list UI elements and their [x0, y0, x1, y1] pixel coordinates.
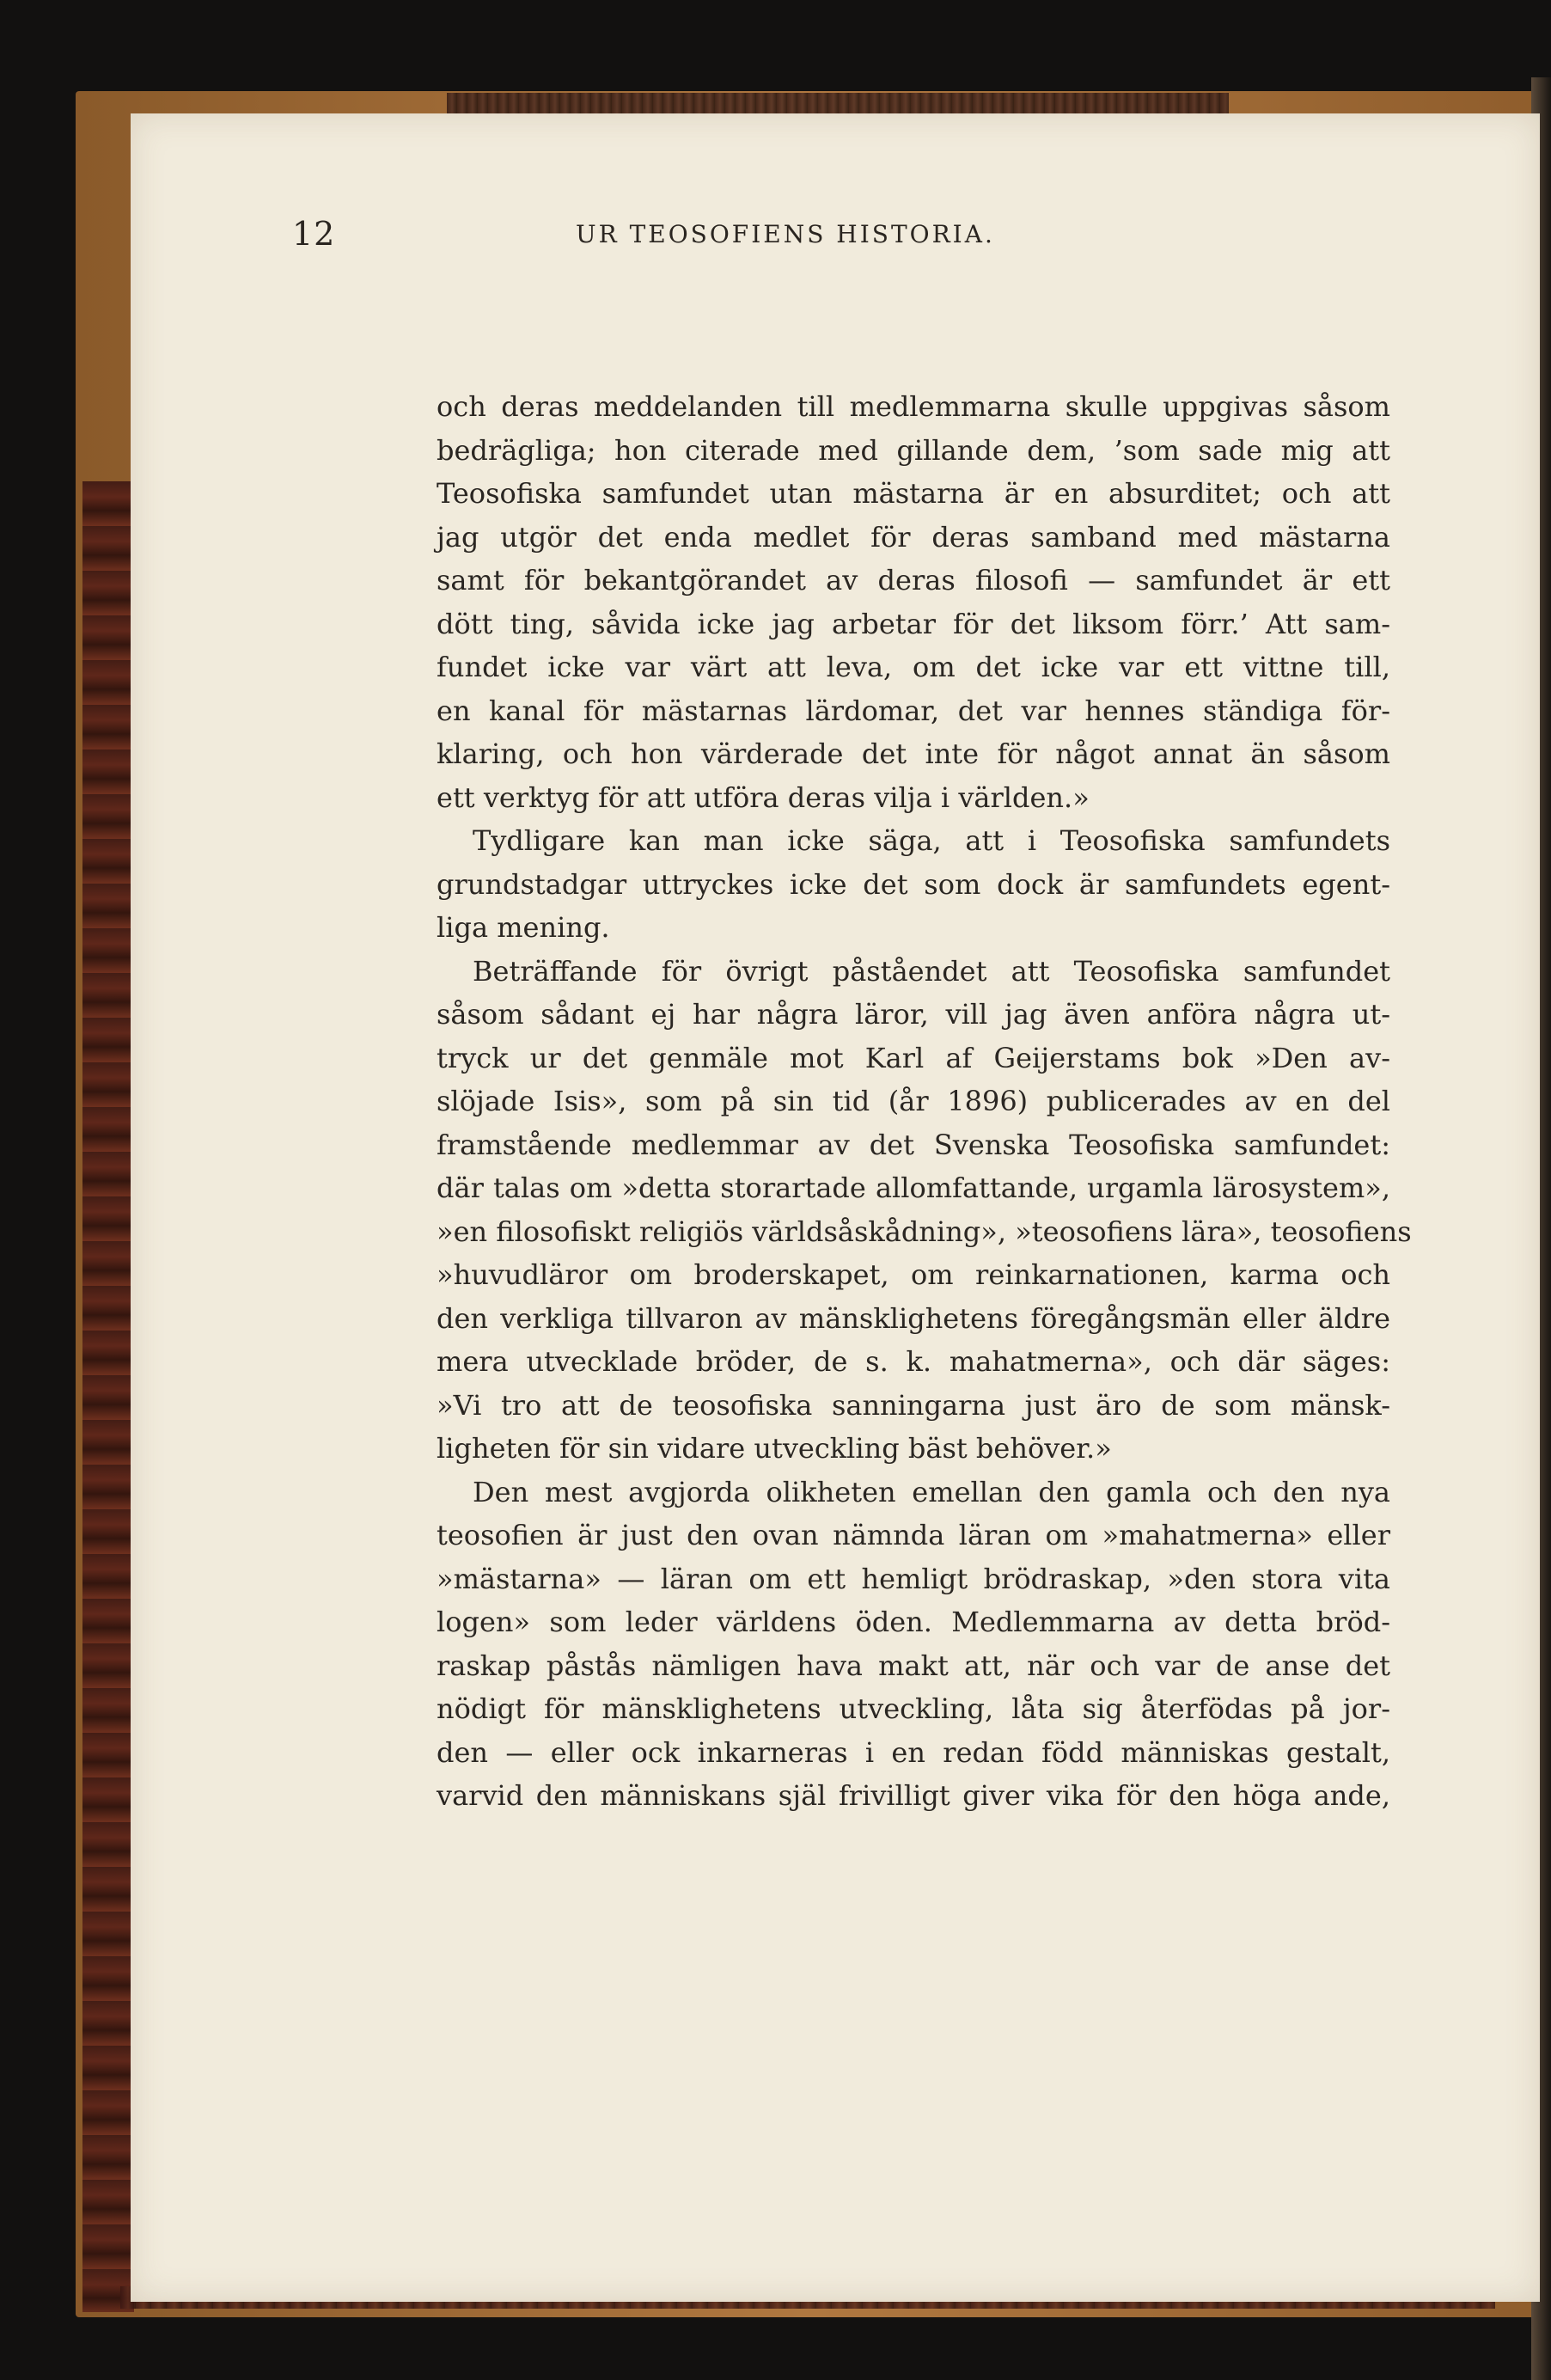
page-number: 12 — [292, 215, 336, 253]
running-title: UR TEOSOFIENS HISTORIA. — [576, 220, 995, 248]
text-line: dött ting, såvida icke jag arbetar för det liksom förr.’ Att sam- — [437, 607, 1390, 640]
text-line: ligheten för sin vidare utveckling bäst behöver.» — [437, 1432, 1112, 1465]
text-line: liga mening. — [437, 911, 610, 944]
text-line: ett verktyg för att utföra deras vilja i världen.» — [437, 780, 1090, 814]
text-line: varvid den människans själ frivilligt giver vika för den höga ande, — [437, 1779, 1390, 1812]
text-line: »huvudläror om broderskapet, om reinkarnationen, karma och — [437, 1258, 1390, 1291]
text-line: Tydligare kan man icke säga, att i Teosofiska samfundets — [473, 824, 1390, 857]
text-line: logen» som leder världens öden. Medlemmarna av detta bröd- — [437, 1606, 1390, 1638]
text-line: klaring, och hon värderade det inte för något annat än såsom — [437, 737, 1390, 770]
text-line: »Vi tro att de teosofiska sanningarna just äro de som mänsk- — [437, 1388, 1390, 1422]
text-line: tryck ur det genmäle mot Karl af Geijerstams bok »Den av- — [437, 1041, 1390, 1074]
text-line: fundet icke var värt att leva, om det icke var ett vittne till, — [437, 651, 1390, 683]
text-line: Den mest avgjorda olikheten emellan den gamla och den nya — [473, 1475, 1390, 1508]
text-line: den — eller ock inkarneras i en redan född människas gestalt, — [437, 1735, 1390, 1769]
text-line: jag utgör det enda medlet för deras samband med mästarna — [437, 520, 1390, 554]
text-line: framstående medlemmar av det Svenska Teosofiska samfundet: — [437, 1128, 1390, 1161]
running-head — [292, 215, 1151, 258]
text-line: »mästarna» — läran om ett hemligt brödraskap, »den stora vita — [437, 1562, 1390, 1595]
cover-top-band — [447, 93, 1229, 115]
text-line: samt för bekantgörandet av deras filosofi — samfundet är ett — [437, 564, 1390, 597]
text-line: »en filosofiskt religiös världsåskådning», »teosofiens lära», teosofiens — [437, 1214, 1412, 1248]
text-line: en kanal för mästarnas lärdomar, det var hennes ständiga för- — [437, 694, 1390, 727]
text-line: och deras meddelanden till medlemmarna skulle uppgivas såsom — [437, 390, 1390, 423]
text-line: där talas om »detta storartade allomfattande, urgamla lärosystem», — [437, 1172, 1390, 1204]
text-line: Beträffande för övrigt påståendet att Teosofiska samfundet — [473, 954, 1390, 988]
text-line: såsom sådant ej har några läror, vill jag även anföra några ut- — [437, 998, 1390, 1031]
text-line: teosofien är just den ovan nämnda läran om »mahatmerna» eller — [437, 1519, 1390, 1551]
book-spine — [82, 481, 134, 2312]
text-line: grundstadgar uttryckes icke det som dock är samfundets egent- — [437, 867, 1390, 901]
text-line: Teosofiska samfundet utan mästarna är en absurditet; och att — [437, 477, 1390, 510]
text-line: den verkliga tillvaron av mänsklighetens föregångsmän eller äldre — [437, 1301, 1390, 1335]
text-line: raskap påstås nämligen hava makt att, när och var de anse det — [437, 1649, 1390, 1682]
text-line: nödigt för mänsklighetens utveckling, låta sig återfödas på jor- — [437, 1692, 1390, 1725]
body-text — [437, 385, 1412, 1818]
text-line: mera utvecklade bröder, de s. k. mahatmerna», och där säges: — [437, 1345, 1390, 1378]
text-line: bedrägliga; hon citerade med gillande dem, ’som sade mig att — [437, 433, 1390, 467]
text-line: slöjade Isis», som på sin tid (år 1896) publicerades av en del — [437, 1085, 1390, 1117]
